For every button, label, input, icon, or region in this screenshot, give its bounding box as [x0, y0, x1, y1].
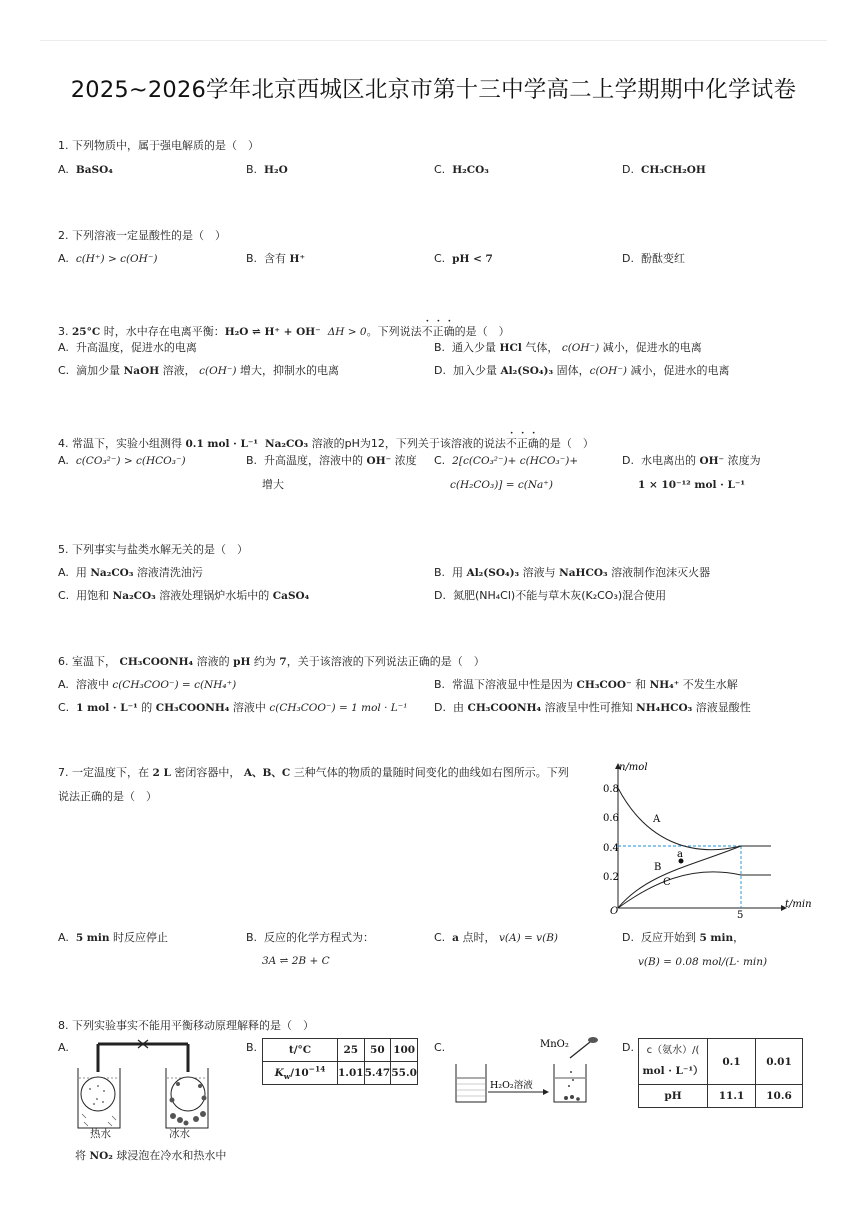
option-label: D.	[622, 163, 634, 176]
option-text: 固体，	[556, 364, 590, 377]
question-4-stem	[58, 430, 594, 451]
y-tick-label: 0.6	[603, 813, 619, 824]
stem-text: 密闭容器中，	[174, 766, 241, 779]
y-tick-label: 0.2	[603, 872, 619, 883]
curve-c	[618, 872, 771, 908]
table-cell: t/°C	[263, 1039, 338, 1062]
formula: Na₂CO₃	[90, 567, 134, 579]
question-5-stem: 5. 下列事实与盐类水解无关的是（ ）	[58, 543, 248, 556]
stem-text: 时，水中存在电离平衡：	[103, 325, 225, 338]
formula: v(B) = 0.08 mol/(L· min)	[638, 956, 768, 968]
beaker-reaction	[554, 1064, 586, 1102]
question-7-stem-line2: 说法正确的是（ ）	[58, 790, 157, 803]
q3-option-b[interactable]: B. 通入少量 HCl 气体， c(OH⁻) 减小，促进水的电离	[434, 341, 702, 354]
formula: CaSO₄	[272, 590, 310, 602]
option-text: 升高温度，溶液中的	[264, 454, 364, 467]
option-text: 反应开始到	[640, 931, 696, 944]
ammonia-ph-table	[638, 1038, 803, 1108]
q1-option-a[interactable]	[58, 158, 113, 182]
table-cell: 25	[338, 1039, 365, 1062]
q1-option-b[interactable]	[246, 158, 288, 182]
formula: 3A ⇌ 2B + C	[262, 955, 330, 967]
stem-text: ，关于该溶液的下列说法正确的是（ ）	[286, 655, 485, 668]
formula: a	[452, 932, 459, 944]
formula: pH < 7	[452, 253, 493, 265]
formula: NO₂	[89, 1150, 113, 1162]
option-text: 加入少量	[452, 364, 497, 377]
q6-option-d[interactable]: D. 由 CH₃COONH₄ 溶液呈中性可推知 NH₄HCO₃ 溶液显酸性	[434, 701, 751, 714]
option-text: 和	[635, 678, 647, 691]
question-8-stem: 8. 下列实验事实不能用平衡移动原理解释的是（ ）	[58, 1019, 314, 1032]
q4-option-c[interactable]: C. 2[c(CO₃²⁻)+ c(HCO₃⁻)+ c(H₂CO₃)] = c(Na⁺)	[434, 454, 579, 491]
option-text: ，	[733, 931, 745, 944]
formula: 7	[279, 656, 287, 668]
option-text: 溶液，	[162, 364, 196, 377]
option-text: 氮肥(NH₄Cl)不能与草木灰(K₂CO₃)混合使用	[452, 589, 667, 602]
table-cell: 5.47	[364, 1062, 391, 1085]
option-text: 气体，	[525, 341, 559, 354]
formula: Al₂(SO₄)₃	[500, 365, 554, 377]
q2-option-a[interactable]: A. c(H⁺) > c(OH⁻)	[58, 252, 158, 265]
option-text: 增大	[262, 478, 284, 491]
q2-option-b[interactable]: B. 含有 H⁺	[246, 252, 306, 265]
formula: H⁺	[289, 253, 306, 265]
formula: OH⁻	[366, 455, 392, 467]
formula: c(H₂CO₃)] = c(Na⁺)	[450, 479, 553, 491]
option-text: 溶液清洗油污	[136, 566, 203, 579]
table-cell	[639, 1039, 708, 1085]
q7-option-d[interactable]: D. 反应开始到 5 min， v(B) = 0.08 mol/(L· min)	[622, 931, 768, 968]
formula: pH	[233, 656, 251, 668]
option-label: C.	[434, 163, 446, 176]
option-text: 含有	[264, 252, 287, 265]
y-axis-label: n/mol	[619, 762, 648, 773]
formula: c(OH⁻)	[589, 365, 627, 377]
y-tick-label: 0.8	[603, 784, 619, 795]
page-title: 2025~2026学年北京西城区北京市第十三中学高二上学期期中化学试卷	[70, 77, 797, 103]
curve-a	[618, 788, 771, 850]
formula: Na₂CO₃	[112, 590, 156, 602]
kw-table	[262, 1038, 418, 1085]
table-cell: 10.6	[756, 1085, 803, 1108]
spatula-icon	[570, 1042, 590, 1058]
formula: NH₄⁺	[649, 679, 680, 691]
stem-text: 约为	[253, 655, 276, 668]
stem-text: 3.	[58, 325, 69, 338]
q1-option-c[interactable]	[434, 158, 489, 182]
option-text: 点时，	[462, 931, 496, 944]
q6-option-b[interactable]: B. 常温下溶液显中性是因为 CH₃COO⁻ 和 NH₄⁺ 不发生水解	[434, 678, 738, 691]
x-tick-label: 5	[737, 910, 744, 921]
option-text: 用饱和	[76, 589, 110, 602]
formula: 1 mol · L⁻¹	[76, 702, 138, 714]
option-text: 减小，促进水的电离	[602, 341, 702, 354]
q8-option-a-label[interactable]: A.	[58, 1041, 69, 1054]
formula: c(CH₃COO⁻) = 1 mol · L⁻¹	[269, 702, 408, 714]
q5-option-b[interactable]: B. 用 Al₂(SO₄)₃ 溶液与 NaHCO₃ 溶液制作泡沫灭火器	[434, 566, 711, 579]
formula: c(H⁺) > c(OH⁻)	[75, 253, 158, 265]
q8-option-d-label[interactable]: D.	[622, 1041, 634, 1054]
stem-text: 三种气体的物质的量随时间变化的曲线如右图所示。下列	[293, 766, 569, 779]
header-text: c（氨水）/(	[646, 1045, 700, 1056]
option-text: 的	[141, 701, 153, 714]
formula: CH₃COO⁻	[576, 679, 632, 691]
formula: H₂O	[264, 164, 288, 176]
h2o2-mno2-illustration	[448, 1036, 598, 1108]
formula: NaOH	[123, 365, 160, 377]
q2-option-c[interactable]: C. pH < 7	[434, 252, 493, 265]
stem-text: 。下列说法	[366, 325, 422, 338]
formula: 5 min	[75, 932, 110, 944]
formula: CH₃COONH₄	[119, 656, 194, 668]
formula: 1 × 10⁻¹² mol · L⁻¹	[638, 479, 746, 491]
table-cell: 11.1	[708, 1085, 756, 1108]
question-1-stem: 1. 下列物质中，属于强电解质的是（ ）	[58, 139, 259, 152]
formula: 5 min	[699, 932, 734, 944]
q5-option-a[interactable]: A. 用 Na₂CO₃ 溶液清洗油污	[58, 566, 203, 579]
table-cell: $K_w/10^{-14}$	[263, 1062, 338, 1085]
emphasis-text: 不正确	[505, 437, 539, 450]
option-text: 用	[452, 566, 464, 579]
option-text: 球浸泡在冷水和热水中	[116, 1149, 227, 1162]
q3-option-d[interactable]: D. 加入少量 Al₂(SO₄)₃ 固体，c(OH⁻) 减小，促进水的电离	[434, 364, 730, 377]
option-text: 溶液制作泡沫灭火器	[611, 566, 711, 579]
q6-option-c[interactable]: C. 1 mol · L⁻¹ 的 CH₃COONH₄ 溶液中 c(CH₃COO⁻) = 1 mol · L⁻¹	[58, 701, 408, 714]
formula: c(CH₃COO⁻) = c(NH₄⁺)	[112, 679, 237, 691]
curve-label-c: C	[663, 877, 671, 888]
curve-label-a: A	[653, 814, 661, 825]
formula: H₂O ⇌ H⁺ + OH⁻	[224, 326, 321, 338]
q5-option-c[interactable]: C. 用饱和 Na₂CO₃ 溶液处理锅炉水垢中的 CaSO₄	[58, 589, 310, 602]
option-text: 时反应停止	[113, 931, 169, 944]
q7-option-a[interactable]: A. 5 min 时反应停止	[58, 931, 169, 944]
q2-option-d[interactable]: D. 酚酞变红	[622, 252, 685, 265]
option-text: 用	[75, 566, 87, 579]
formula: Na₂CO₃	[265, 438, 309, 450]
formula: 0.1 mol · L⁻¹	[185, 438, 259, 450]
table-cell: pH	[639, 1085, 708, 1108]
option-text: 将	[75, 1149, 86, 1162]
formula: c(CO₃²⁻) > c(HCO₃⁻)	[75, 455, 186, 467]
formula: ΔH > 0	[327, 326, 367, 338]
option-text: 通入少量	[452, 341, 497, 354]
formula: CH₃COONH₄	[467, 702, 542, 714]
origin-label: O	[610, 906, 619, 917]
formula: H₂CO₃	[452, 164, 489, 176]
option-text: 升高温度，促进水的电离	[75, 341, 197, 354]
stem-text: 溶液的pH为12，下列关于该溶液的说法	[311, 437, 506, 450]
stem-text: 7. 一定温度下，在	[58, 766, 149, 779]
formula: c(OH⁻)	[199, 365, 237, 377]
option-text: 水电离出的	[640, 454, 696, 467]
option-text: 反应的化学方程式为：	[264, 931, 375, 944]
q8-option-b-label[interactable]: B.	[246, 1041, 258, 1054]
formula: A、B、C	[243, 767, 291, 779]
beaker-h2o2	[456, 1064, 486, 1102]
formula: c(OH⁻)	[561, 342, 600, 354]
stem-text: 4. 常温下，实验小组测得	[58, 437, 182, 450]
option-text: 常温下溶液显中性是因为	[452, 678, 574, 691]
q6-option-a[interactable]: A. 溶液中 c(CH₃COO⁻) = c(NH₄⁺)	[58, 678, 237, 691]
question-7-stem	[58, 766, 569, 780]
stem-text: 6. 室温下，	[58, 655, 116, 668]
curve-label-b: B	[654, 862, 662, 873]
option-text: 增大，抑制水的电离	[240, 364, 340, 377]
option-text: 不发生水解	[682, 678, 738, 691]
formula: OH⁻	[699, 455, 725, 467]
option-text: 酚酞变红	[640, 252, 685, 265]
table-cell: 55.0	[391, 1062, 418, 1085]
formula: 2 L	[152, 767, 171, 779]
table-cell: 0.01	[756, 1039, 803, 1085]
q7-option-b[interactable]: B. 反应的化学方程式为： 3A ⇌ 2B + C	[246, 931, 375, 967]
q8-option-a-caption	[75, 1144, 226, 1168]
curve-b	[618, 846, 771, 908]
table-cell: 0.1	[708, 1039, 756, 1085]
table-cell: 50	[364, 1039, 391, 1062]
table-cell: 1.01	[338, 1062, 365, 1085]
option-text: 溶液与	[522, 566, 556, 579]
option-text: 溶液中	[75, 678, 109, 691]
formula: 25°C	[72, 326, 101, 338]
option-text: 滴加少量	[76, 364, 121, 377]
x-axis-label: t/min	[785, 899, 812, 910]
h2o2-label: H₂O₂溶液	[490, 1080, 533, 1091]
flask-bulb	[81, 1077, 115, 1111]
option-text: 浓度为	[727, 454, 761, 467]
formula: v(A) = v(B)	[498, 932, 559, 944]
flask-bulb	[171, 1077, 205, 1111]
ice-water-label: 冰水	[169, 1128, 190, 1140]
q7-option-c[interactable]: C. a 点时， v(A) = v(B)	[434, 931, 559, 944]
q4-option-d[interactable]: D. 水电离出的 OH⁻ 浓度为 1 × 10⁻¹² mol · L⁻¹	[622, 454, 761, 491]
formula: 2[c(CO₃²⁻)+ c(HCO₃⁻)+	[452, 455, 579, 467]
option-text: 溶液呈中性可推知	[544, 701, 633, 714]
question-6-stem	[58, 655, 485, 669]
header-divider	[40, 40, 827, 41]
mole-time-graph	[596, 756, 816, 928]
stem-text: 溶液的	[196, 655, 230, 668]
q1-option-d[interactable]	[622, 158, 706, 182]
option-text: 溶液显酸性	[695, 701, 751, 714]
emphasis-text: 不正确	[421, 325, 455, 338]
stem-text: 的是（ ）	[538, 437, 594, 450]
formula: HCl	[499, 342, 522, 354]
header-text: mol · L⁻¹）	[642, 1065, 704, 1077]
option-label: A.	[58, 163, 69, 176]
formula: Al₂(SO₄)₃	[466, 567, 520, 579]
formula: CH₃CH₂OH	[640, 164, 706, 176]
table-cell: 100	[391, 1039, 418, 1062]
hot-water-label: 热水	[90, 1128, 111, 1140]
q5-option-d[interactable]: D. 氮肥(NH₄Cl)不能与草木灰(K₂CO₃)混合使用	[434, 589, 667, 602]
option-text: 由	[452, 701, 464, 714]
formula: CH₃COONH₄	[155, 702, 230, 714]
option-label: B.	[246, 163, 258, 176]
q3-option-a[interactable]: A. 升高温度，促进水的电离	[58, 341, 197, 354]
formula: NaHCO₃	[559, 567, 608, 579]
formula: BaSO₄	[75, 164, 113, 176]
option-text: 减小，促进水的电离	[630, 364, 730, 377]
y-tick-label: 0.4	[603, 843, 619, 854]
q4-option-a[interactable]: A. c(CO₃²⁻) > c(HCO₃⁻)	[58, 454, 186, 467]
question-2-stem: 2. 下列溶液一定显酸性的是（ ）	[58, 229, 226, 242]
q4-option-b[interactable]: B. 升高温度，溶液中的 OH⁻ 浓度 增大	[246, 454, 417, 491]
mno2-label: MnO₂	[540, 1039, 569, 1050]
option-text: 溶液处理锅炉水垢中的	[159, 589, 270, 602]
option-text: 浓度	[394, 454, 417, 467]
stem-text: 的是（ ）	[454, 325, 510, 338]
point-a-label: a	[677, 849, 683, 860]
formula: NH₄HCO₃	[636, 702, 693, 714]
q8-option-c-label[interactable]: C.	[434, 1041, 446, 1054]
option-text: 溶液中	[232, 701, 266, 714]
q3-option-c[interactable]: C. 滴加少量 NaOH 溶液， c(OH⁻) 增大，抑制水的电离	[58, 364, 340, 377]
